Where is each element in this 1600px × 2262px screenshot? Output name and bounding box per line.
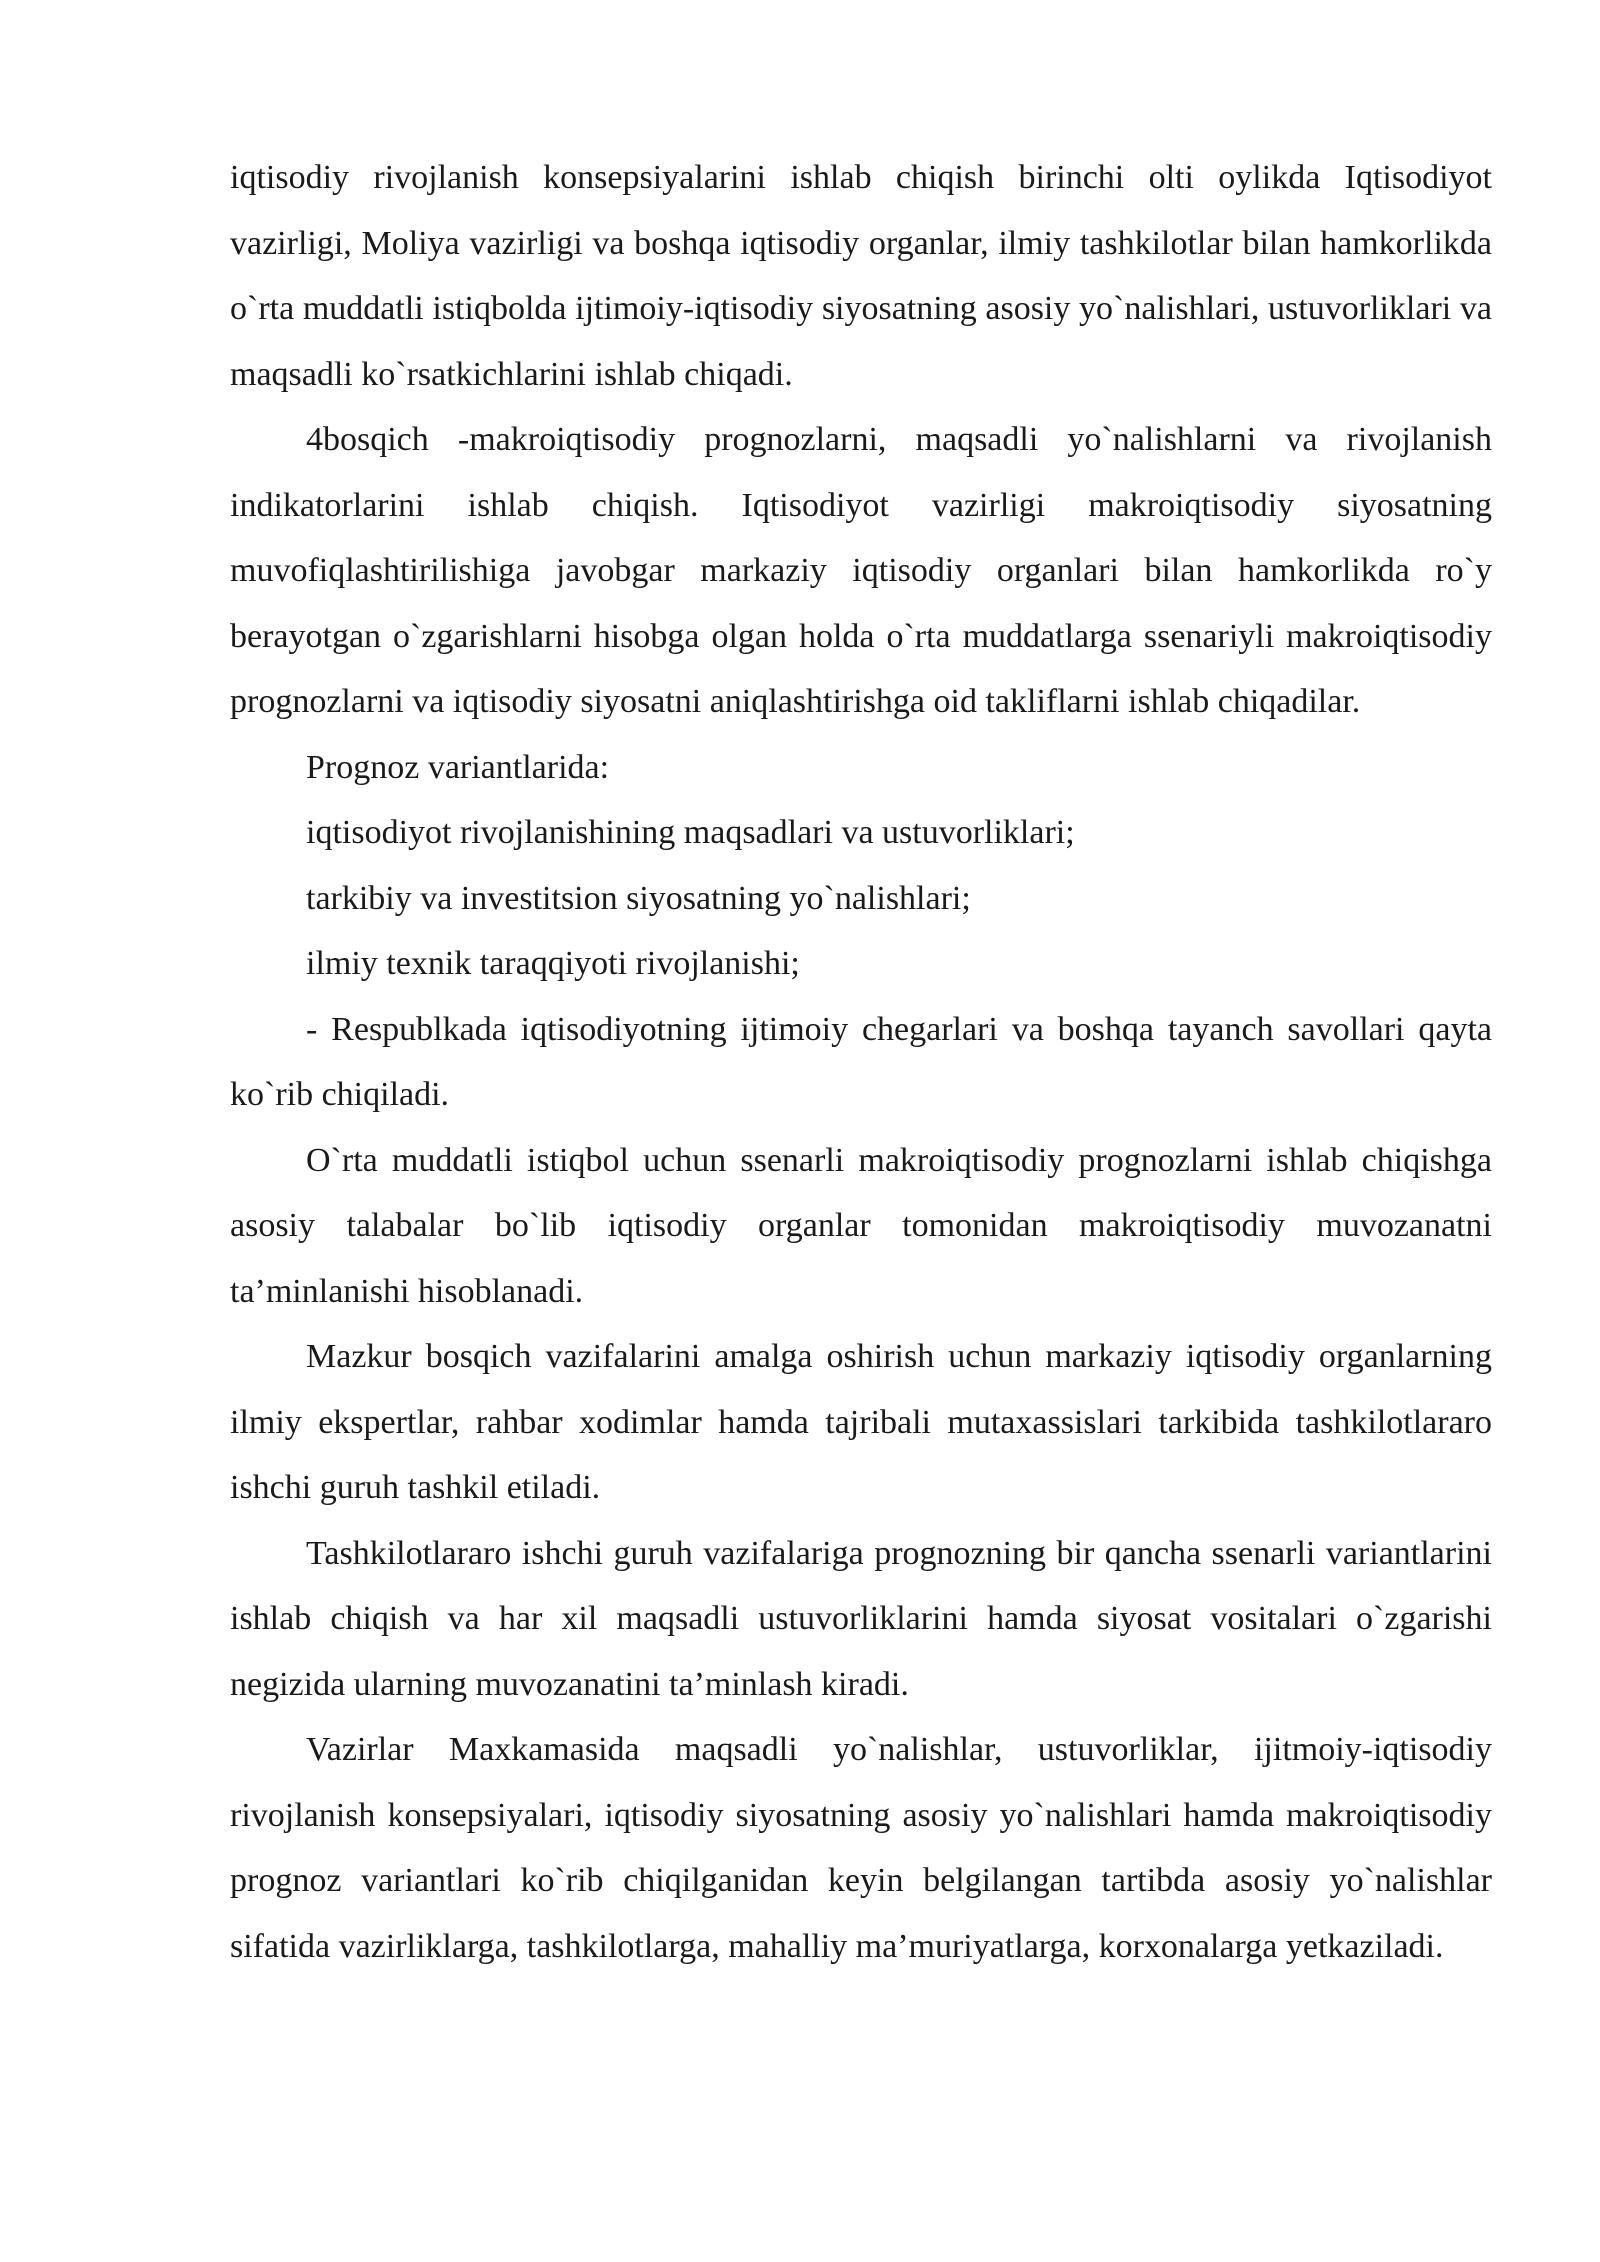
paragraph-stage-4: 4bosqich -makroiqtisodiy prognozlarni, maqsadli yo`nalishlarni va rivojlanish indikatorlarini ishlab chiqish. Iqtisodiyot vazirligi makroiqtisodiy siyosatning muvofiqlashtirilishiga javobgar markaziy iqtisodiy organlari bilan hamkorlikda ro`y berayotgan o`zgarishlarni hisobga olgan holda o`rta muddatlarga ssenariyli makroiqtisodiy prognozlarni va iqtisodiy siyosatni aniqlashtirishga oid takliflarni ishlab chiqadilar. xyxy=(230,421,1492,720)
paragraph-forecast-variants-heading: Prognoz variantlarida: xyxy=(306,748,610,786)
list-item-social-limits: - Respublkada iqtisodiyotning ijtimoiy chegarlari va boshqa tayanch savollari qayta ko`rib chiqiladi. xyxy=(230,1010,1492,1113)
list-item-scientific-progress: ilmiy texnik taraqqiyoti rivojlanishi; xyxy=(306,945,800,982)
paragraph-cabinet-review: Vazirlar Maxkamasida maqsadli yo`nalishlar, ustuvorliklar, ijitmoiy-iqtisodiy rivojlanish konsepsiyalari, iqtisodiy siyosatning asosiy yo`nalishlari hamda makroiqtisodiy prognoz variantlari ko`rib chiqilganidan keyin belgilangan tartibda asosiy yo`nalishlar sifatida vazirliklarga, tashkilotlarga, mahalliy ma’muriyatlarga, korxonalarga yetkaziladi. xyxy=(230,1731,1492,1965)
paragraph-working-group-tasks: Tashkilotlararo ishchi guruh vazifalariga prognozning bir qancha ssenarli variantlarini ishlab chiqish va har xil maqsadli ustuvorliklarini hamda siyosat vositalari o`zgarishi negizida ularning muvozanatini ta’minlash kiradi. xyxy=(230,1534,1492,1703)
list-item-goals-priorities: iqtisodiyot rivojlanishining maqsadlari va ustuvorliklari; xyxy=(306,814,1075,851)
list-item-structural-policy: tarkibiy va investitsion siyosatning yo`nalishlari; xyxy=(306,879,971,917)
document-body xyxy=(230,145,1492,1979)
paragraph-stage-tasks: Mazkur bosqich vazifalarini amalga oshirish uchun markaziy iqtisodiy organlarning ilmiy ekspertlar, rahbar xodimlar hamda tajribali mutaxassislari tarkibida tashkilotlararo ishchi guruh tashkil etiladi. xyxy=(230,1338,1492,1506)
paragraph-medium-term: O`rta muddatli istiqbol uchun ssenarli makroiqtisodiy prognozlarni ishlab chiqishga asosiy talabalar bo`lib iqtisodiy organlar tomonidan makroiqtisodiy muvozanatni ta’minlanishi hisoblanadi. xyxy=(230,1141,1492,1310)
paragraph-continuation: iqtisodiy rivojlanish konsepsiyalarini ishlab chiqish birinchi olti oylikda Iqtisodiyot vazirligi, Moliya vazirligi va boshqa iqtisodiy organlar, ilmiy tashkilotlar bilan hamkorlikda o`rta muddatli istiqbolda ijtimoiy-iqtisodiy siyosatning asosiy yo`nalishlari, ustuvorliklari va maqsadli ko`rsatkichlarini ishlab chiqadi. xyxy=(230,159,1492,393)
